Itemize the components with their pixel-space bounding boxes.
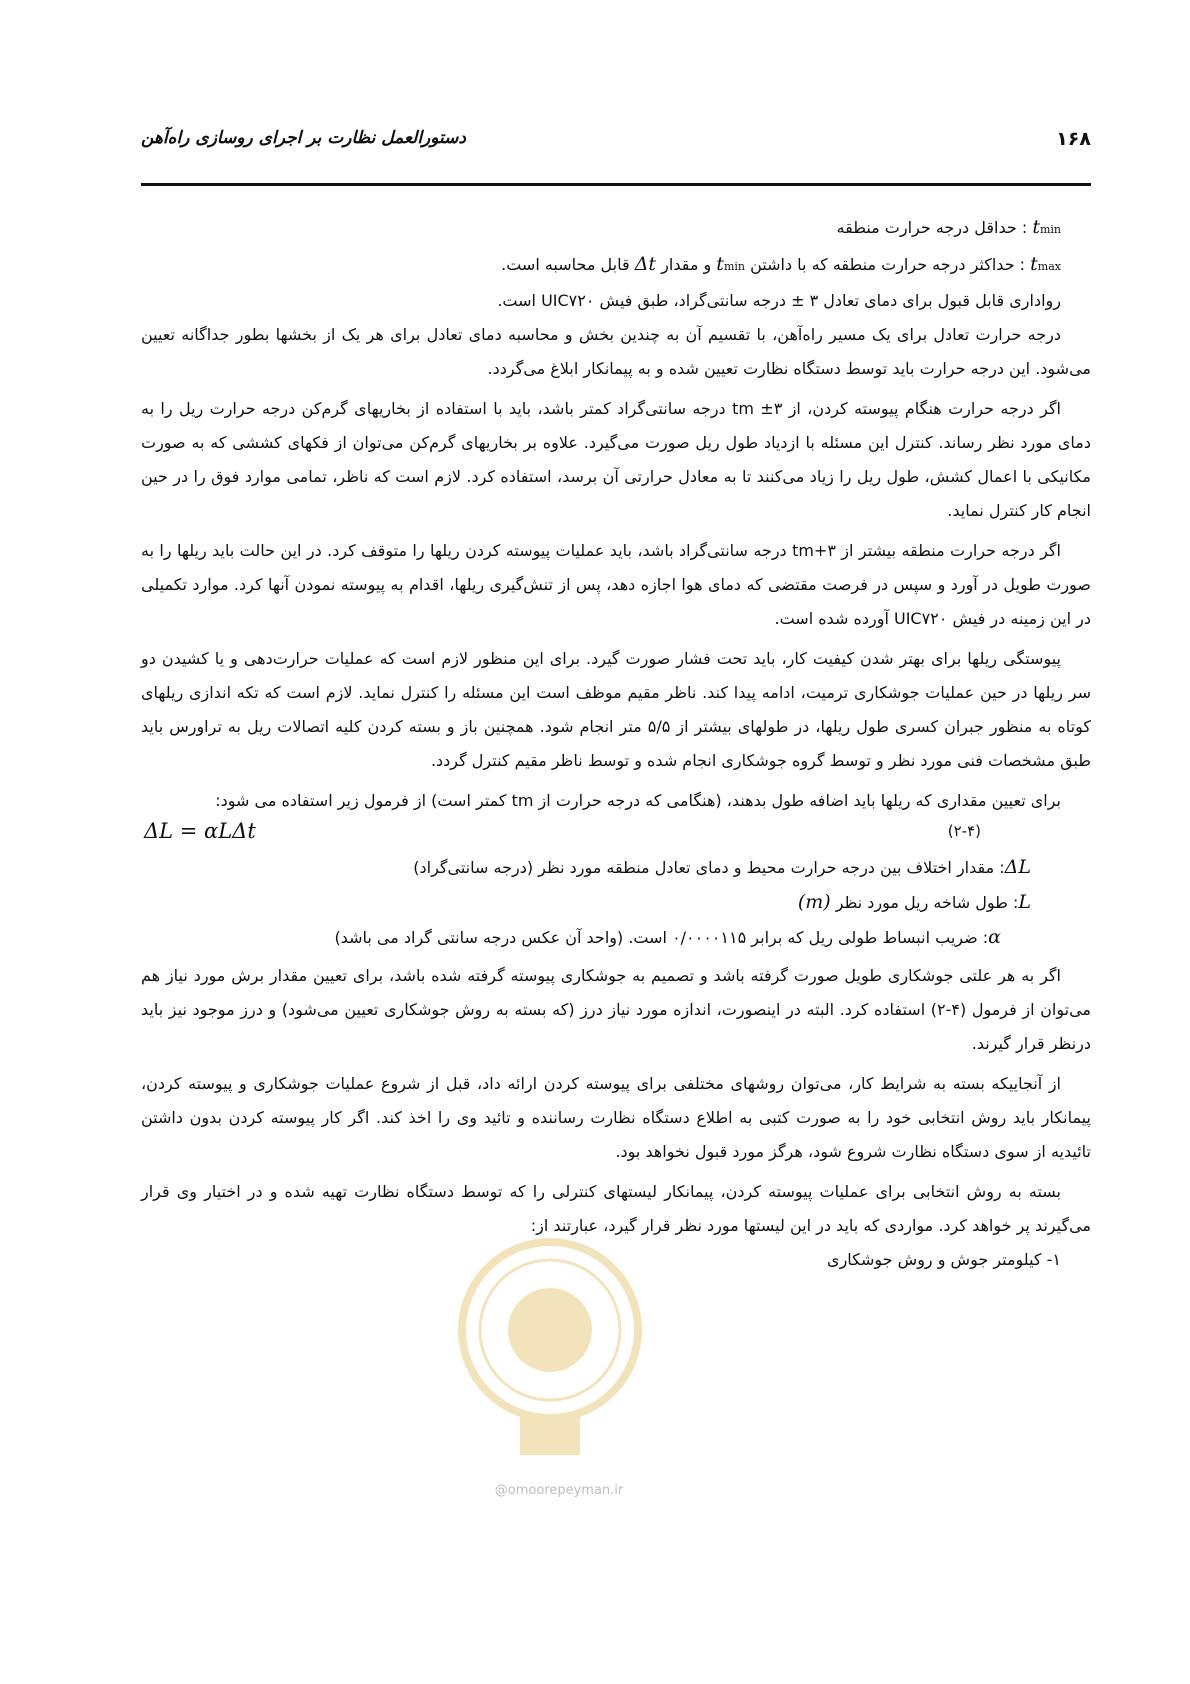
document-body bbox=[141, 210, 1091, 1277]
page-header bbox=[141, 118, 1091, 158]
tolerance-line: رواداری قابل قبول برای دمای تعادل ۳ ± درجه سانتی‌گراد، طبق فیش UIC۷۲۰ است. bbox=[497, 291, 1061, 310]
delta-l-text: : مقدار اختلاف بین درجه حرارت محیط و دمای تعادل منطقه مورد نظر (درجه سانتی‌گراد) bbox=[413, 858, 1005, 877]
tmin-text: : حداقل درجه حرارت منطقه bbox=[836, 218, 1028, 237]
paragraph-high-temperature: اگر درجه حرارت منطقه بیشتر از tm+۳ درجه سانتی‌گراد باشد، باید عملیات پیوسته کردن ریلها را متوقف کرد. در این حالت باید ریلها را به صورت طویل در آورد و سپس در فرصت مقتضی که دمای هوا اجازه دهد، پس از تنش‌گیری ریلها، اقدام به پیوسته نمودن آنها کرد. موارد تکمیلی در این زمینه در فیش UIC۷۲۰ آورده شده است. bbox=[141, 541, 1091, 628]
l-unit: (m) bbox=[797, 891, 831, 913]
header-divider bbox=[141, 183, 1091, 186]
paragraph-method-approval: از آنجاییکه بسته به شرایط کار، می‌توان روشهای مختلفی برای پیوسته کردن ارائه داد، قبل از شروع عملیات جوشکاری و پیوسته کردن، پیمانکار باید روش انتخابی خود را به صورت کتبی به اطلاع دستگاه نظارت رساننده و تائید وی را اخذ کند. اگر کار پیوسته کردن بدون داشتن تائیدیه از سوی دستگاه نظارت شروع شود، هرگز مورد قبول نخواهد بود. bbox=[141, 1074, 1091, 1161]
alpha-text: : ضریب انبساط طولی ریل که برابر ۰/۰۰۰۰۱۱۵ است. (واحد آن عکس درجه سانتی گراد می باشد) bbox=[334, 928, 989, 947]
tmax-definition bbox=[141, 247, 1091, 284]
l-symbol: L bbox=[1018, 891, 1031, 913]
page-number: ۱۶۸ bbox=[1056, 128, 1091, 150]
formula-row bbox=[141, 814, 1091, 850]
paragraph-low-temperature: اگر درجه حرارت هنگام پیوسته کردن، از tm ±۳ درجه سانتی‌گراد کمتر باشد، باید با استفاده از بخاریهای گرم‌کن درجه حرارت ریل را به دمای مورد نظر رساند. کنترل این مسئله با ازدیاد طول ریل صورت می‌گیرد. علاوه بر بخاریهای گرم‌کن می‌توان از فکهای کششی که به صورت مکانیکی با اعمال کشش، طول ریل را زیاد می‌کنند تا به معادل حرارتی آن برسد، استفاده کرد. لازم است که ناظر، تمامی موارد فوق را در حین انجام کار کنترل نماید. bbox=[141, 399, 1091, 520]
alpha-symbol: α bbox=[988, 926, 1001, 948]
paragraph-control-lists: بسته به روش انتخابی برای عملیات پیوسته کردن، پیمانکار لیستهای کنترلی را که توسط دستگاه نظارت تهیه شده و در اختیار وی قرار می‌گیرند پر خواهد کرد. مواردی که باید در این لیستها مورد نظر قرار گیرد، عبارتند از: bbox=[141, 1182, 1091, 1235]
tmax-text-3: قابل محاسبه است. bbox=[501, 255, 630, 274]
tmin-definition bbox=[141, 210, 1091, 247]
delta-l-definition bbox=[141, 850, 1091, 885]
formula-number: (۲-۴) bbox=[947, 822, 981, 840]
l-definition bbox=[141, 885, 1091, 920]
formula-expression: ΔL = αLΔt bbox=[144, 819, 256, 843]
l-text: : طول شاخه ریل مورد نظر bbox=[835, 893, 1019, 912]
paragraph-equilibrium-temperature: درجه حرارت تعادل برای یک مسیر راه‌آهن، با تقسیم آن به چندین بخش و محاسبه دمای تعادل برای هر یک از بخشها بطور جداگانه تعیین می‌شود. این درجه حرارت باید توسط دستگاه نظارت تعیین شده و به پیمانکار ابلاغ می‌گردد. bbox=[141, 325, 1091, 378]
watermark-url: @omoorepeyman.ir bbox=[494, 1483, 624, 1498]
list-item: ۱- کیلومتر جوش و روش جوشکاری bbox=[827, 1250, 1061, 1269]
alpha-definition bbox=[141, 920, 1091, 955]
paragraph-formula-intro: برای تعیین مقداری که ریلها باید اضافه طول بدهند، (هنگامی که درجه حرارت از tm کمتر است) از فرمول زیر استفاده می شود: bbox=[215, 791, 1061, 810]
tmax-text-1: : حداکثر درجه حرارت منطقه که با داشتن bbox=[750, 255, 1026, 274]
paragraph-long-welding: اگر به هر علتی جوشکاری طویل صورت گرفته باشد و تصمیم به جوشکاری پیوسته گرفته شده باشد، برای تعیین مقدار برش مورد نیاز هم می‌توان از فرمول (۴-۲) استفاده کرد. البته در اینصورت، اندازه مورد نیاز درز (که بسته به روش جوشکاری تعیین می‌شود) و درز موجود نیز باید درنظر قرار گیرند. bbox=[141, 966, 1092, 1053]
delta-l-symbol: ΔL bbox=[1004, 856, 1031, 878]
tmax-symbol: tmax bbox=[1030, 253, 1061, 275]
tmin-symbol-inline: tmin bbox=[716, 253, 745, 275]
tmax-text-2: و مقدار bbox=[661, 255, 712, 274]
delta-t-symbol: Δt bbox=[634, 253, 657, 275]
running-title: دستورالعمل نظارت بر اجرای روسازی راه‌آهن bbox=[141, 128, 466, 148]
paragraph-continuity-pressure: پیوستگی ریلها برای بهتر شدن کیفیت کار، باید تحت فشار صورت گیرد. برای این منظور لازم است که عملیات حرارت‌دهی و یا کشیدن دو سر ریلها در حین عملیات جوشکاری ترمیت، ادامه پیدا کند. ناظر مقیم موظف است این مسئله را کنترل نماید. لازم است که تکه اندازی ریلهای کوتاه به منظور جبران کسری طول ریلها، در طولهای بیشتر از ۵/۵ متر انجام شود. همچنین باز و بسته کردن کلیه اتصالات ریل به تراورس باید طبق مشخصات فنی مورد نظر و توسط گروه جوشکاری انجام شده و توسط ناظر مقیم کنترل گردد. bbox=[141, 649, 1092, 770]
tmin-symbol: tmin bbox=[1032, 216, 1061, 238]
